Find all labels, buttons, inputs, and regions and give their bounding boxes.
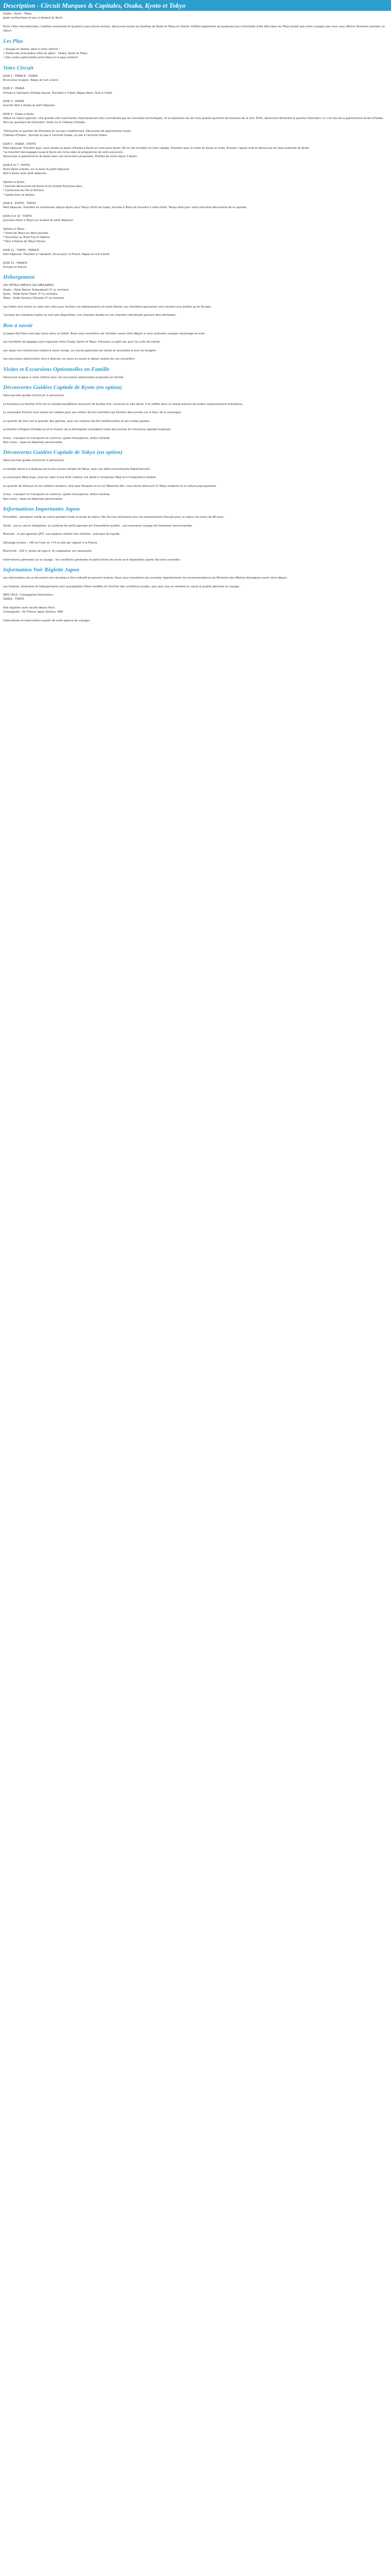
section-heading: Découvertes Guidées Capitale de Kyoto (en option) — [3, 384, 122, 391]
document-content — [0, 11, 391, 631]
section-hebergement — [3, 274, 388, 317]
intro-text: Osaka - Kyoto - Tokyo Japon authentique et pas si éloigné du Nord... Entre villes internationales, tradition ancestrale et quartiers pop-culture animés, découvrez toutes les facettes de Kyoto et Tokyo en liberté. Profitez également de quelques jours d'activités d'été libre dans les Tokyo plutôt que entre voyages que nous vous offrons librement pendant ce séjour. — [3, 12, 385, 32]
section-body: Demi-journée guidée (minimum 2 personnes) Le Kinkaku-ji ou Pavillon d'Or est un temple bouddhiste recouvert de feuilles d'or, construit au 14e siècle. Il se reflète dans un étang entouré de jardins soigneusement entretenus. Le sanctuaire Fushimi Inari-taisha est célèbre pour ses milliers de torii vermillon qui forment des tunnels sur le flanc de la montagne. Le quartier de Gion est le quartier des geishas, avec ses maisons de thé traditionnelles et ses ruelles pavées. Le Pavillon d'Argent (Ginkaku-ji) et le chemin de la philosophie complètent cette découverte de l'ancienne capitale impériale. Inclus : transport en transports en commun, guide francophone, droits d'entrée. Non inclus : repas et dépenses personnelles. — [3, 394, 243, 444]
section-heading: Hébergement — [3, 274, 35, 281]
section-decouvertes-tokyo — [3, 449, 388, 501]
section-body: JOUR 1 : FRANCE - OSAKA Envol pour le Japon. Repas et nuit à bord. JOUR 2 : OSAKA Arrivée à l'aéroport d'Osaka Kansai. Transfert à l'hôtel. Repas libres. Nuit à l'hôtel. JOUR 3 : OSAKA Journée libre à Osaka et petit déjeuner. JOUR 4 : Osaka à Kyoto Début du séjour japonais. Une grande ville marchande, historiquement plus concrétisée par les nouvelles technologies, et la réputation de ses trois grands quartiers de business de la nuit. Enfin, découvrez librement le quartier Dotonbori, un vrai lieu de la gastronomie locale d'Osaka. Vers les quartiers de Dotonbori. Visite ou le Château d'Osaka. "Découvrez le quartier de Shinsekai et ses bars traditionnels. Découvrez de gastronomie locale. Château d'Osaka - Journée ou pas à l'activité Osaka, ou pas à l'activité Osaka. JOUR 5 : OSAKA - KYOTO Petit déjeuner. Transfert pour vous rendre au Japon d'Osaka à Kyoto en train pour Kyoto (30 mn de transfert en train rapide). Transfert pour la visite du Kyoto et visite. Ensuite, l'après-midi et découvrez les sites profonds de Kyoto. "Le transfert des bagages jusqu'à Kyoto est inclus dans le programme de votre excursion. Découvrez la gastronomie de Kyoto avec nos excursions proposées. Profitez de votre séjour à Kyoto. JOUR 6 et 7 : KYOTO Nuits libres à Kyoto, sur la base du petit déjeuner. Nuit à Kyoto avec petit déjeuner. Options à Kyoto : * Journée découverte de Kyoto et du temple Kiyomizu-dera * Cérémonie du thé et Kimono * Soirée Gion et Geisha JOUR 8 : KYOTO - TOKYO Petit déjeuner. Transfert en shinkansen depuis Kyoto pour Tokyo (2h30 de trajet). Arrivée à Tokyo et transfert à votre hôtel. Temps libre pour votre première découverte de la capitale. JOUR 9 et 10 : TOKYO Journées libres à Tokyo sur la base du petit déjeuner. Options à Tokyo : * Visite de Tokyo en demi-journée * Excursion au Mont Fuji et Hakone * Parc à thème de Tokyo Disney JOUR 11 : TOKYO - FRANCE Petit déjeuner. Transfert à l'aéroport. Envol pour la France. Repas et nuit à bord. JOUR 12 : FRANCE Arrivée en France. — [3, 74, 384, 269]
section-heading: Bon à savoir — [3, 322, 33, 329]
section-heading: Les Plus — [3, 38, 23, 44]
section-body: Les informations de ce document sont données à titre indicatif et peuvent évoluer. Nous vous conseillons de consulter régulièrement les recommandations du Ministère des Affaires étrangères avant votre départ. Les horaires, itinéraires et hébergements sont susceptibles d'être modifiés en fonction des conditions locales, sans que cela ne remette en cause la qualité générale du voyage. — [3, 577, 288, 588]
section-body: Le Japan Rail Pass n'est pas inclus dans ce forfait. Nous vous conseillons de l'acheter avant votre départ si vous souhaitez voyager davantage en train. Les transferts de bagages sont organisés entre Osaka, Kyoto et Tokyo. Prévoyez un petit sac pour les nuits de transit. Les repas non mentionnés restent à votre charge. La cuisine japonaise est variée et accessible à tous les budgets. Les excursions optionnelles sont à réserver sur place ou avant le départ auprès de nos conseillers. — [3, 332, 206, 361]
section-body: Formalités : passeport valide au moins pendant toute la durée du séjour. Pas de visa nécessaire pour les ressortissants français pour un séjour de moins de 90 jours. Santé : aucun vaccin obligatoire. Le système de santé japonais est d'excellente qualité ; une assurance voyage est fortement recommandée. Monnaie : le yen japonais (JPY). Les espèces restent très utilisées ; prévoyez du liquide. Décalage horaire : +8h en hiver et +7h en été par rapport à la France. Électricité : 100 V, prises de type A. Un adaptateur est nécessaire. Informations générales sur le voyage : les conditions générales et particulières de vente sont disponibles auprès de votre conseiller. — [3, 516, 224, 562]
section-heading: Informations Importantes Japon — [3, 506, 80, 512]
section-body: • Voyage en liberté, idéal à votre rythme ! • Visites des principales villes du Japon : Osaka, Kyoto et Tokyo • Des visites optionnelles entre Nara et le pays profond. — [3, 47, 88, 59]
section-heading: Information Voir Règlette Japon — [3, 567, 79, 573]
section-informations-importantes — [3, 505, 388, 562]
page-title: Description - Circuit Marques & Capitales, Osaka, Kyoto et Tokyo — [0, 0, 391, 11]
section-bon-a-savoir — [3, 322, 388, 362]
section-decouvertes-kyoto — [3, 384, 388, 445]
section-body: Découvrez le Japon à votre rythme avec nos excursions optionnelles proposées en famille. — [3, 376, 125, 379]
footer-flight-info: INFO VOLS - Compagnies Partenaires : OSAKA - TOKYO Vols réguliers avec escale depuis Paris Compagnies : Air France, Japan Airlines, ANA Informations et réservations auprès de votre agence de voyages. — [3, 594, 91, 622]
section-heading: Visites et Excursions Optionnelles en Famille — [3, 366, 110, 372]
section-votre-circuit — [3, 64, 388, 270]
section-body: LES HÔTELS PRÉVUS (OU SIMILAIRES) Osaka : Hotel Keihan Yodoyabashi 3* ou similaire Kyoto : Hotel Kyoto Tower 3* ou similaire Tokyo : Hotel Gracery Shinjuku 3* ou similaire Les hôtels sont situés au cœur des villes pour faciliter vos déplacements en toute liberté. Les chambres japonaises sont souvent plus petites qu'en Europe. "Lorsque les chambres triples ne sont pas disponibles, une chambre double et une chambre individuelle peuvent être attribuées. — [3, 284, 211, 317]
section-body: Demi-journée guidée (minimum 2 personnes) Le temple Senso-ji à Asakusa est le plus ancien temple de Tokyo, avec son allée commerçante Nakamise-dori. Le sanctuaire Meiji-jingu, situé au cœur d'une forêt urbaine, est dédié à l'empereur Meiji et à l'impératrice Shoken. Le quartier de Shibuya et son célèbre carrefour, ainsi que Harajuku et la rue Takeshita-dori, vous feront découvrir le Tokyo moderne et la culture pop japonaise. Inclus : transport en transports en commun, guide francophone, droits d'entrée. Non inclus : repas et dépenses personnelles. — [3, 459, 217, 501]
document-page — [0, 0, 391, 631]
section-les-plus — [3, 38, 388, 60]
section-information-reglette — [3, 566, 388, 589]
section-visites-excursions — [3, 366, 388, 380]
section-heading: Découvertes Guidées Capitale de Tokyo (en option) — [3, 449, 123, 456]
section-heading: Votre Circuit — [3, 64, 34, 71]
